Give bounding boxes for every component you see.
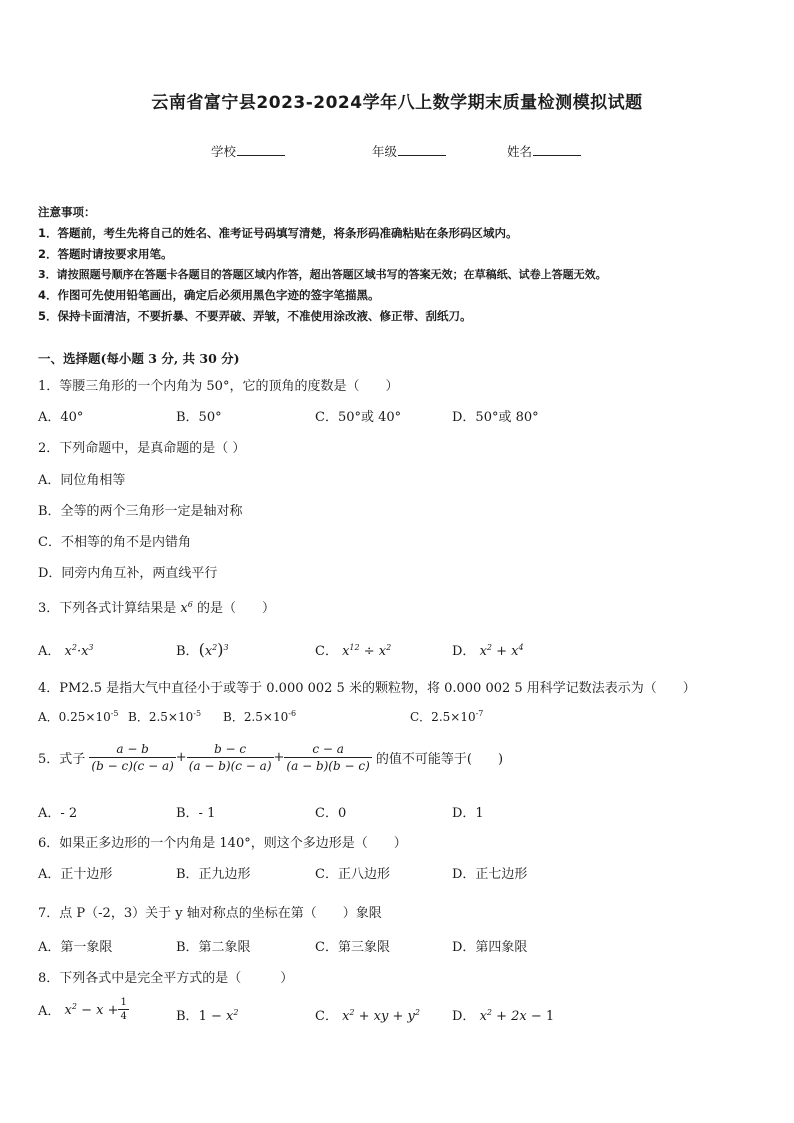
name-field[interactable] — [507, 142, 581, 160]
question-7-stem: 7．点 P（-2，3）关于 y 轴对称点的坐标在第（ ）象限 — [38, 906, 382, 921]
grade-field[interactable] — [372, 142, 446, 160]
school-label: 学校 — [211, 144, 237, 159]
note-item: 4．作图可先使用铅笔画出，确定后必须用黑色字迹的签字笔描黑。 — [38, 288, 380, 302]
question-8-stem: 8．下列各式中是完全平方式的是（ ） — [38, 971, 294, 986]
q5-option-d[interactable]: D．1 — [452, 806, 484, 821]
q8-a-math: $x^2 - x$ + — [64, 1001, 119, 1018]
note-item: 1．答题前，考生先将自己的姓名、准考证号码填写清楚，将条形码准确粘贴在条形码区域内。 — [38, 226, 518, 240]
q2-option-b[interactable]: B．全等的两个三角形一定是轴对称 — [38, 504, 243, 519]
q3-option-d[interactable]: D． $x^2 + x^4$ — [452, 643, 524, 659]
q1-option-c[interactable]: C．50°或 40° — [315, 410, 402, 425]
q3-b-math: $(x^2)^3$ — [198, 640, 229, 659]
q8-option-c[interactable]: C． $x^2$ + xy + $y^2$ — [315, 1008, 420, 1024]
name-label: 姓名 — [507, 144, 533, 159]
question-4-stem: 4．PM2.5 是指大气中直径小于或等于 0.000 002 5 米的颗粒物，将 0.000 002 5 用科学记数法表示为（ ） — [38, 681, 696, 696]
grade-blank[interactable] — [398, 143, 446, 156]
notes-heading: 注意事项： — [38, 205, 96, 219]
q8-c-math: $x^2$ + xy + $y^2$ — [337, 1008, 420, 1024]
q2-option-c[interactable]: C．不相等的角不是内错角 — [38, 535, 191, 550]
q3-option-c[interactable]: C． $x^{12} \div x^2$ — [315, 643, 392, 659]
x6-expression: $x^6$ — [180, 600, 193, 616]
grade-label: 年级 — [372, 144, 398, 159]
q4-option-a[interactable]: A．$0.25\times 10^{-5}$ — [38, 709, 119, 724]
fraction-3: $\frac{c - a}{(a - b)(b - c)}$ — [286, 742, 370, 773]
q5-option-b[interactable]: B．- 1 — [176, 806, 216, 821]
q7-option-c[interactable]: C．第三象限 — [315, 940, 390, 955]
school-field[interactable] — [211, 142, 285, 160]
q6-option-c[interactable]: C．正八边形 — [315, 867, 390, 882]
question-5-stem: 5．式子 $\frac{a - b}{(b - c)(c - a)}$ + $\frac{b - c}{(a - b)(c - a)}$ + $\frac{c - a}{(a - b)(b - c)}$ 的值不可能等于( ) — [38, 742, 504, 773]
q1-option-a[interactable]: A．40° — [38, 410, 84, 425]
question-1-stem: 1．等腰三角形的一个内角为 50°，它的顶角的度数是（ ） — [38, 379, 399, 394]
q6-option-a[interactable]: A．正十边形 — [38, 867, 113, 882]
q4-option-b[interactable]: B．$2.5\times 10^{-5}$ — [128, 709, 202, 724]
fraction-2: $\frac{b - c}{(a - b)(c - a)}$ — [188, 742, 272, 773]
q6-option-b[interactable]: B．正九边形 — [176, 867, 251, 882]
q8-option-a[interactable]: A． $x^2 - x$ + $\frac{1}{4}$ — [38, 997, 127, 1022]
one-quarter: $\frac{1}{4}$ — [120, 997, 127, 1022]
q7-option-b[interactable]: B．第二象限 — [176, 940, 251, 955]
question-6-stem: 6．如果正多边形的一个内角是 140°，则这个多边形是（ ） — [38, 836, 407, 851]
q3-c-math: $x^{12} \div x^2$ — [337, 643, 392, 659]
fraction-1: $\frac{a - b}{(b - c)(c - a)}$ — [91, 742, 174, 773]
q3-a-math: $x^2\cdot x^3$ — [60, 643, 94, 659]
note-item: 3．请按照题号顺序在答题卡各题目的答题区域内作答，超出答题区域书写的答案无效；在草稿纸、试卷上答题无效。 — [38, 268, 607, 281]
name-blank[interactable] — [533, 143, 581, 156]
q3-option-a[interactable]: A． $x^2\cdot x^3$ — [38, 643, 94, 659]
q8-option-b[interactable]: B．$1 - x^2$ — [176, 1008, 239, 1024]
q7-option-a[interactable]: A．第一象限 — [38, 940, 113, 955]
q3-d-math: $x^2 + x^4$ — [475, 643, 524, 659]
school-blank[interactable] — [237, 143, 285, 156]
q6-option-d[interactable]: D．正七边形 — [452, 867, 528, 882]
q2-option-a[interactable]: A．同位角相等 — [38, 473, 126, 488]
q2-option-d[interactable]: D．同旁内角互补，两直线平行 — [38, 566, 218, 581]
note-item: 5．保持卡面清洁，不要折暴、不要弄破、弄皱，不准使用涂改液、修正带、刮纸刀。 — [38, 309, 472, 323]
q4-option-d[interactable]: C．$2.5\times 10^{-7}$ — [410, 709, 484, 724]
question-2-stem: 2．下列命题中，是真命题的是（ ） — [38, 441, 246, 456]
q5-option-a[interactable]: A．- 2 — [38, 806, 78, 821]
q7-option-d[interactable]: D．第四象限 — [452, 940, 528, 955]
question-3-stem: 3．下列各式计算结果是 $x^6$ 的是（ ） — [38, 600, 276, 616]
q4-option-c[interactable]: B．$2.5\times 10^{-6}$ — [223, 709, 297, 724]
q8-option-d[interactable]: D． $x^2 + 2x - 1$ — [452, 1008, 555, 1024]
q1-option-d[interactable]: D．50°或 80° — [452, 410, 539, 425]
q8-b-math: $1 - x^2$ — [198, 1008, 239, 1024]
q1-option-b[interactable]: B．50° — [176, 410, 222, 425]
page-title: 云南省富宁县2023-2024学年八上数学期末质量检测模拟试题 — [151, 93, 643, 113]
q8-d-math: $x^2 + 2x - 1$ — [475, 1008, 555, 1024]
q3-option-b[interactable]: B．$(x^2)^3$ — [176, 640, 229, 659]
q5-option-c[interactable]: C．0 — [315, 806, 347, 821]
section-heading: 一、选择题(每小题 3 分, 共 30 分) — [38, 351, 240, 366]
note-item: 2．答题时请按要求用笔。 — [38, 247, 173, 261]
